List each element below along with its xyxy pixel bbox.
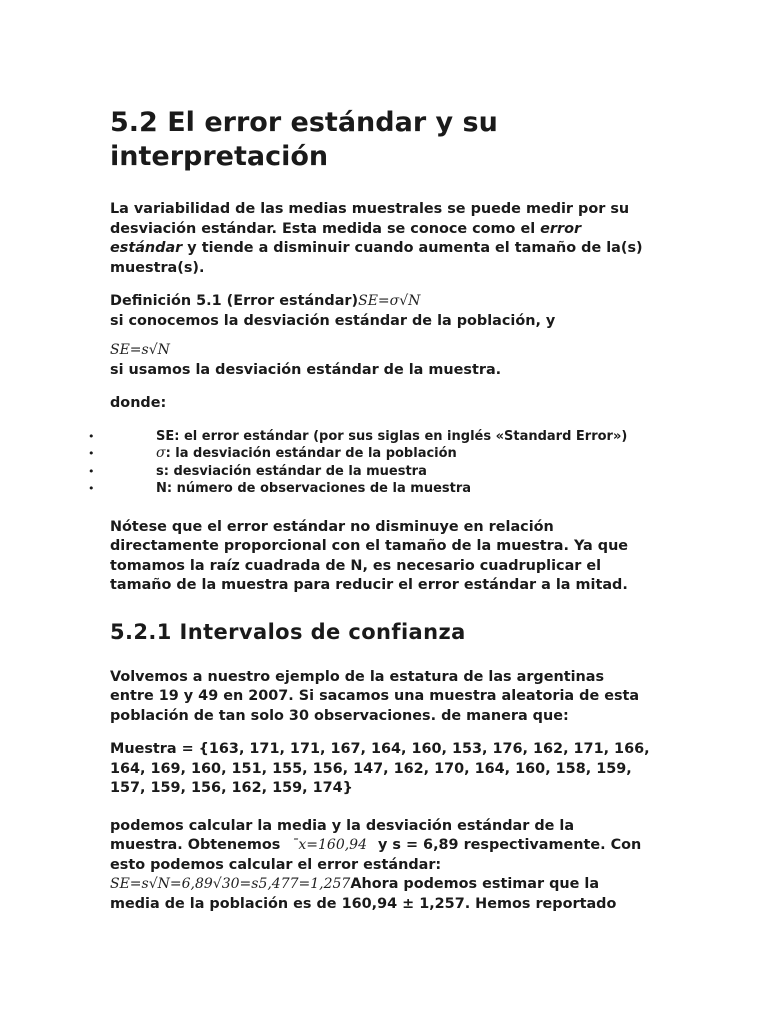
definitions-list (88, 428, 650, 498)
document-page (88, 106, 650, 914)
donde-label: donde: (110, 395, 167, 411)
calc-text-2: y s = 6,89 respectivamente. Con esto podemos calcular el error estándar: (110, 837, 642, 873)
intro-term: error estándar (110, 220, 582, 256)
note-paragraph: Nótese que el error estándar no disminuye en relación directamente proporcional con el tamaño de la muestra. Ya que tomamos la raíz cuadrada de N, es necesario cuadruplicar el tamaño de la muestra para reducir el error estándar a la mitad. (110, 518, 629, 593)
list-item-text: N: número de observaciones de la muestra (156, 481, 472, 496)
definition-line (110, 292, 650, 312)
definition-text-2: si usamos la desviación estándar de la muestra. (110, 361, 502, 378)
list-item-text: SE: el error estándar (por sus siglas en inglés «Standard Error») (156, 428, 628, 444)
intro-before: La variabilidad de las medias muestrales se puede medir por su desviación estándar. Esta medida se conoce como el (110, 201, 630, 237)
intro-after: y tiende a disminuir cuando aumenta el tamaño de la(s) muestra(s). (110, 240, 643, 276)
list-item (88, 463, 650, 481)
formula-se-sigma: SE=σ√N (358, 293, 421, 309)
se-formula: SE=s√N=6,89√30=s5,477=1,257 (110, 876, 351, 892)
intro-paragraph (110, 200, 650, 278)
bullet-icon: • (88, 429, 95, 443)
calc-paragraph (110, 817, 650, 915)
sigma-symbol: σ (156, 445, 166, 461)
mean-formula: ¯x=160,94 (291, 837, 367, 853)
formula-se-s-line (110, 341, 650, 361)
list-item (88, 480, 650, 498)
list-item-text: s: desviación estándar de la muestra (156, 463, 427, 479)
list-item-text: : la desviación estándar de la población (165, 446, 457, 461)
calc-text-3: Ahora podemos estimar que la media de la población es de 160,94 ± 1,257. Hemos reportado (110, 876, 617, 912)
list-item (88, 445, 650, 463)
bullet-icon: • (88, 482, 95, 495)
sample-list: Muestra = {163, 171, 171, 167, 164, 160, 153, 176, 162, 171, 166, 164, 169, 160, 151, 155, 156, 147, 162, 170, 164, 160, 158, 159, 157, 159, 156, 162, 159, 174} (110, 741, 650, 796)
bullet-icon: • (88, 464, 95, 478)
bullet-icon: • (88, 447, 95, 460)
section-title: 5.2 El error estándar y su interpretación (110, 107, 498, 172)
calc-text-1: podemos calcular la media y la desviación estándar de la muestra. Obtenemos (110, 817, 575, 853)
definition-label: Definición 5.1 (Error estándar) (110, 293, 359, 309)
list-item (88, 428, 650, 446)
definition-text-1: si conocemos la desviación estándar de la población, y (110, 312, 556, 329)
subsection-title: 5.2.1 Intervalos de confianza (110, 619, 466, 644)
formula-se-s: SE=s√N (110, 342, 170, 358)
example-intro: Volvemos a nuestro ejemplo de la estatura de las argentinas entre 19 y 49 en 2007. Si sacamos una muestra aleatoria de esta población de tan solo 30 observaciones. de manera que: (110, 668, 640, 724)
